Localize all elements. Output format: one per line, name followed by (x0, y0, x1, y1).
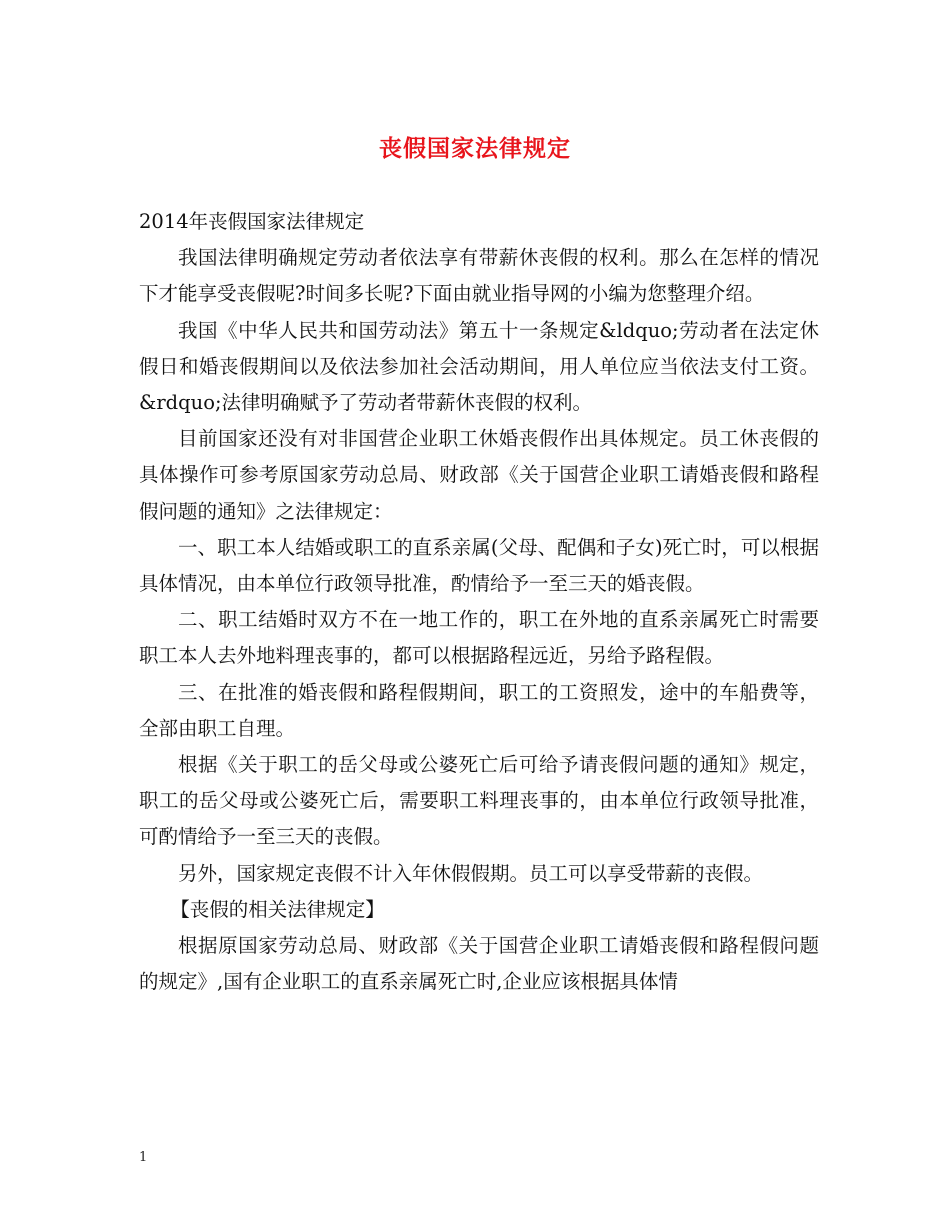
paragraph-rule-three: 三、在批准的婚丧假和路程假期间，职工的工资照发，途中的车船费等，全部由职工自理。 (139, 680, 819, 740)
document-title: 丧假国家法律规定 (379, 136, 571, 162)
document-subtitle: 2014年丧假国家法律规定 (139, 210, 365, 233)
page-number: 1 (139, 1150, 148, 1165)
paragraph-notice-reference: 目前国家还没有对非国营企业职工休婚丧假作出具体规定。员工休丧假的具体操作可参考原国家劳动总局、财政部《关于国营企业职工请婚丧假和路程假问题的通知》之法律规定： (139, 427, 819, 523)
paragraph-rule-two: 二、职工结婚时双方不在一地工作的，职工在外地的直系亲属死亡时需要职工本人去外地料理丧事的，都可以根据路程远近，另给予路程假。 (139, 608, 819, 668)
paragraph-labor-law: 我国《中华人民共和国劳动法》第五十一条规定&ldquo;劳动者在法定休假日和婚丧假期间以及依法参加社会活动期间，用人单位应当依法支付工资。&rdquo;法律明确赋予了劳动者带薪休丧假的权利。 (139, 318, 819, 415)
paragraph-rule-one: 一、职工本人结婚或职工的直系亲属(父母、配偶和子女)死亡时，可以根据具体情况，由本单位行政领导批准，酌情给予一至三天的婚丧假。 (139, 535, 819, 596)
document-body (139, 204, 819, 1000)
paragraph-regulation: 根据原国家劳动总局、财政部《关于国营企业职工请婚丧假和路程假问题的规定》,国有企业职工的直系亲属死亡时,企业应该根据具体情 (139, 934, 819, 994)
paragraph-in-laws-notice: 根据《关于职工的岳父母或公婆死亡后可给予请丧假问题的通知》规定，职工的岳父母或公婆死亡后，需要职工料理丧事的，由本单位行政领导批准，可酌情给予一至三天的丧假。 (139, 753, 819, 849)
paragraph-intro: 我国法律明确规定劳动者依法享有带薪休丧假的权利。那么在怎样的情况下才能享受丧假呢?时间多长呢?下面由就业指导网的小编为您整理介绍。 (139, 246, 819, 306)
paragraph-annual-leave: 另外，国家规定丧假不计入年休假假期。员工可以享受带薪的丧假。 (178, 861, 764, 885)
section-heading: 【丧假的相关法律规定】 (170, 897, 385, 921)
